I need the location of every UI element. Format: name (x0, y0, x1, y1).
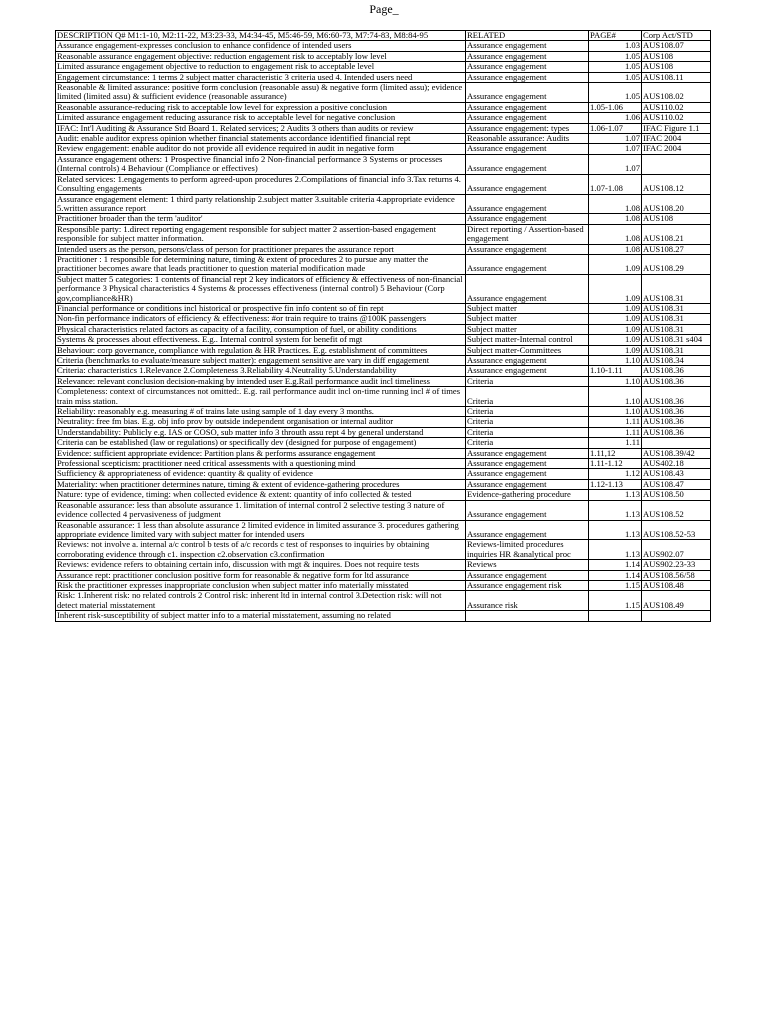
table-row (56, 62, 711, 72)
cell-page: 1.06-1.07 (589, 123, 642, 133)
table-row (56, 254, 711, 274)
table-row (56, 314, 711, 324)
cell-page: 1.11 (589, 427, 642, 437)
cell-standard: AUS108.20 (642, 194, 711, 214)
cell-related: Assurance engagement (466, 366, 589, 376)
table-row (56, 540, 711, 560)
table-body (56, 41, 711, 621)
cell-related: Evidence-gathering procedure (466, 490, 589, 500)
cell-description: Reliability: reasonably e.g. measuring # of trains late using sample of 1 day every 3 months. (56, 407, 466, 417)
cell-standard: AUS108.27 (642, 244, 711, 254)
table-row (56, 303, 711, 313)
table-row (56, 580, 711, 590)
table-row (56, 51, 711, 61)
cell-standard: IFAC 2004 (642, 134, 711, 144)
cell-standard: AUS108.36 (642, 417, 711, 427)
cell-standard: AUS108.36 (642, 366, 711, 376)
cell-page: 1.07 (589, 134, 642, 144)
table-row (56, 194, 711, 214)
table-row (56, 83, 711, 103)
cell-related: Assurance engagement (466, 113, 589, 123)
cell-related: Reviews-limited procedures inquiries HR &analytical proc (466, 540, 589, 560)
table-row (56, 134, 711, 144)
table-row (56, 224, 711, 244)
table-row (56, 174, 711, 194)
cell-description: Assurance engagement others: 1 Prospective financial info 2 Non-financial performance 3 Systems or processes (Internal controls) 4 Behaviour (Compliance or effectives) (56, 154, 466, 174)
cell-related: Assurance engagement (466, 274, 589, 303)
cell-description: Completeness: context of circumstances not omitted:. E.g. rail performance audit incl on-time running incl # of times train miss station. (56, 387, 466, 407)
cell-standard: AUS108.52 (642, 500, 711, 520)
cell-standard: AUS108 (642, 214, 711, 224)
cell-page: 1.07-1.08 (589, 174, 642, 194)
table-row (56, 611, 711, 621)
cell-page: 1.09 (589, 324, 642, 334)
cell-description: Assurance rept: practitioner conclusion positive form for reasonable & negative form for ltd assurance (56, 570, 466, 580)
cell-standard (642, 438, 711, 448)
table-row (56, 274, 711, 303)
table-row (56, 490, 711, 500)
table-row (56, 520, 711, 540)
cell-standard: AUS110.02 (642, 102, 711, 112)
cell-standard: AUS108.52-53 (642, 520, 711, 540)
cell-related: Subject matter (466, 324, 589, 334)
cell-description: Non-fin performance indicators of efficiency & effectiveness: #or train require to trains @100K passengers (56, 314, 466, 324)
table-row (56, 448, 711, 458)
cell-page: 1.10 (589, 356, 642, 366)
cell-related: Subject matter (466, 314, 589, 324)
cell-related: Criteria (466, 427, 589, 437)
cell-description: Reasonable assurance: 1 less than absolute assurance 2 limited evidence in limited assurance 3. procedures gathering appropriate evidence limited vary with subject matter for intended users (56, 520, 466, 540)
cell-related: Assurance engagement (466, 356, 589, 366)
table-row (56, 500, 711, 520)
cell-standard: AUS108.31 (642, 324, 711, 334)
cell-description: Inherent risk-susceptibility of subject matter info to a material misstatement, assuming no related (56, 611, 466, 621)
table-row (56, 123, 711, 133)
table-row (56, 469, 711, 479)
cell-page: 1.08 (589, 214, 642, 224)
cell-page: 1.09 (589, 303, 642, 313)
table-row (56, 244, 711, 254)
cell-page: 1.12 (589, 469, 642, 479)
cell-description: Subject matter 5 categories: 1 contents of financial rept 2 key indicators of efficiency & effectiveness of non-financial performance 3 Physical characteristics 4 Systems & processes effectiveness (internal control) 5 Behaviour (Corp gov,compliance&HR) (56, 274, 466, 303)
cell-description: Reviews: not involve a. internal a/c control b tests of a/c records c test of responses to inquiries by obtaining corroborating evidence through c1. inspection c2.observation c3.confirmation (56, 540, 466, 560)
cell-standard: AUS108.36 (642, 387, 711, 407)
cell-description: Risk the practitioner expresses inappropriate conclusion when subject matter info materially misstated (56, 580, 466, 590)
cell-standard: AUS108.31 (642, 314, 711, 324)
cell-description: Practitioner : 1 responsible for determining nature, timing & extent of procedures 2 to pursue any matter the practitioner becomes aware that leads practitioner to question material modification made (56, 254, 466, 274)
cell-standard: AUS108 (642, 51, 711, 61)
cell-description: Evidence: sufficient appropriate evidence: Partition plans & performs assurance engagement (56, 448, 466, 458)
cell-related: Assurance engagement (466, 469, 589, 479)
cell-description: Materiality: when practitioner determines nature, timing & extent of evidence-gathering procedures (56, 479, 466, 489)
cell-related: Assurance engagement (466, 83, 589, 103)
cell-standard: AUS108.34 (642, 356, 711, 366)
cell-description: Criteria (benchmarks to evaluate/measure subject matter): engagement sensitive are vary in diff engagement (56, 356, 466, 366)
cell-standard: AUS108.31 (642, 274, 711, 303)
cell-related: Assurance engagement (466, 102, 589, 112)
table-row (56, 102, 711, 112)
cell-page: 1.10 (589, 407, 642, 417)
cell-related: Assurance engagement (466, 570, 589, 580)
table-row (56, 376, 711, 386)
cell-related: Assurance engagement (466, 41, 589, 51)
cell-description: Physical characteristics related factors as capacity of a facility, consumption of fuel, or ability conditions (56, 324, 466, 334)
cell-standard: AUS110.02 (642, 113, 711, 123)
cell-page: 1.07 (589, 154, 642, 174)
cell-page: 1.10 (589, 387, 642, 407)
cell-page: 1.09 (589, 314, 642, 324)
cell-related (466, 611, 589, 621)
cell-page: 1.08 (589, 194, 642, 214)
cell-standard: AUS108.31 (642, 345, 711, 355)
cell-page: 1.09 (589, 345, 642, 355)
cell-standard: AUS108.11 (642, 72, 711, 82)
cell-standard: AUS902.07 (642, 540, 711, 560)
cell-page: 1.15 (589, 591, 642, 611)
cell-related: Reviews (466, 560, 589, 570)
table-row (56, 560, 711, 570)
cell-standard: AUS108.47 (642, 479, 711, 489)
table-row (56, 324, 711, 334)
cell-description: Responsible party: 1.direct reporting engagement responsible for subject matter 2 assertion-based engagement responsible for subject matter information. (56, 224, 466, 244)
cell-standard: AUS402.18 (642, 459, 711, 469)
table-row (56, 113, 711, 123)
cell-description: Practitioner broader than the term 'auditor' (56, 214, 466, 224)
cell-page: 1.05 (589, 72, 642, 82)
cell-description: Reasonable assurance-reducing risk to acceptable low level for expression a positive conclusion (56, 102, 466, 112)
cell-related: Criteria (466, 407, 589, 417)
cell-page: 1.13 (589, 520, 642, 540)
table-row (56, 214, 711, 224)
cell-related: Assurance engagement: types (466, 123, 589, 133)
table-row (56, 154, 711, 174)
cell-related: Assurance engagement (466, 144, 589, 154)
cell-page: 1.07 (589, 144, 642, 154)
cell-description: Systems & processes about effectiveness. E.g.. Internal control system for benefit of mgt (56, 335, 466, 345)
cell-standard: AUS108.21 (642, 224, 711, 244)
header-standard: Corp Act/STD (642, 31, 711, 41)
cell-related: Criteria (466, 417, 589, 427)
cell-related: Reasonable assurance: Audits (466, 134, 589, 144)
cell-standard: IFAC Figure 1.1 (642, 123, 711, 133)
cell-description: Relevance: relevant conclusion decision-making by intended user E.g.Rail performance audit incl timeliness (56, 376, 466, 386)
cell-related: Assurance engagement (466, 520, 589, 540)
cell-description: Intended users as the person, persons/class of person for practitioner prepares the assurance report (56, 244, 466, 254)
cell-description: Neutrality: free fm bias. E.g. obj info prov by outside independent organisation or internal auditor (56, 417, 466, 427)
cell-standard: AUS108.12 (642, 174, 711, 194)
cell-page: 1.11,12 (589, 448, 642, 458)
cell-page: 1.12-1.13 (589, 479, 642, 489)
table-row (56, 356, 711, 366)
cell-standard: AUS108.02 (642, 83, 711, 103)
cell-page: 1.13 (589, 540, 642, 560)
cell-page: 1.05 (589, 51, 642, 61)
cell-description: Reasonable assurance: less than absolute assurance 1. limitation of internal control 2 selective testing 3 nature of evidence collected 4 pervasiveness of judgment (56, 500, 466, 520)
cell-related: Assurance engagement risk (466, 580, 589, 590)
cell-related: Assurance engagement (466, 500, 589, 520)
cell-description: Engagement circumstance: 1 terms 2 subject matter characteristic 3 criteria used 4. Intended users need (56, 72, 466, 82)
table-row (56, 72, 711, 82)
header-related: RELATED (466, 31, 589, 41)
cell-page: 1.13 (589, 490, 642, 500)
cell-page (589, 611, 642, 621)
cell-standard: AUS108.39/42 (642, 448, 711, 458)
cell-standard: AUS108.48 (642, 580, 711, 590)
cell-description: Professional scepticism: practitioner need critical assessments with a questioning mind (56, 459, 466, 469)
cell-page: 1.09 (589, 335, 642, 345)
cell-description: Understandability: Publicly e.g. IAS or COSO, sub matter info 3 throuth assu rept 4 by general understand (56, 427, 466, 437)
cell-description: Risk: 1.Inherent risk: no related controls 2 Control risk: inherent ltd in internal control 3.Detection risk: will not detect material misstatement (56, 591, 466, 611)
cell-description: Limited assurance engagement reducing assurance risk to acceptable level for negative conclusion (56, 113, 466, 123)
cell-standard: IFAC 2004 (642, 144, 711, 154)
table-row (56, 591, 711, 611)
cell-related: Criteria (466, 438, 589, 448)
cell-related: Direct reporting / Assertion-based engagement (466, 224, 589, 244)
cell-related: Assurance engagement (466, 244, 589, 254)
cell-standard (642, 611, 711, 621)
table-row (56, 144, 711, 154)
cell-related: Subject matter-Internal control (466, 335, 589, 345)
cell-standard: AUS108.36 (642, 427, 711, 437)
cell-standard (642, 154, 711, 174)
cell-standard: AUS108.29 (642, 254, 711, 274)
cell-standard: AUS108.31 s404 (642, 335, 711, 345)
cell-description: Reasonable assurance engagement objective: reduction engagement risk to acceptably low level (56, 51, 466, 61)
cell-standard: AUS108.50 (642, 490, 711, 500)
cell-description: Financial performance or conditions incl historical or prospective fin info content so of fin rept (56, 303, 466, 313)
cell-related: Assurance engagement (466, 479, 589, 489)
table-header-row (56, 31, 711, 41)
cell-description: Nature: type of evidence, timing: when collected evidence & extent: quantity of info collected & tested (56, 490, 466, 500)
cell-related: Subject matter-Committees (466, 345, 589, 355)
cell-related: Assurance engagement (466, 194, 589, 214)
table-row (56, 438, 711, 448)
table-row (56, 479, 711, 489)
cell-description: Review engagement: enable auditor do not provide all evidence required in audit in negative form (56, 144, 466, 154)
cell-page: 1.05-1.06 (589, 102, 642, 112)
table-row (56, 407, 711, 417)
cell-description: IFAC: Int'l Auditing & Assurance Std Board 1. Related services; 2 Audits 3 others than audits or review (56, 123, 466, 133)
cell-page: 1.06 (589, 113, 642, 123)
cell-page: 1.09 (589, 254, 642, 274)
cell-page: 1.11-1.12 (589, 459, 642, 469)
header-description: DESCRIPTION Q# M1:1-10, M2:11-22, M3:23-33, M4:34-45, M5:46-59, M6:60-73, M7:74-83, M8:84-95 (56, 31, 466, 41)
cell-standard: AUS108.31 (642, 303, 711, 313)
cell-standard: AUS108.36 (642, 376, 711, 386)
table-row (56, 41, 711, 51)
table-row (56, 570, 711, 580)
cell-page: 1.14 (589, 560, 642, 570)
cell-page: 1.05 (589, 62, 642, 72)
cell-page: 1.03 (589, 41, 642, 51)
table-row (56, 417, 711, 427)
cell-page: 1.08 (589, 224, 642, 244)
cell-related: Subject matter (466, 303, 589, 313)
cell-page: 1.10-1.11 (589, 366, 642, 376)
cell-related: Assurance engagement (466, 174, 589, 194)
table-row (56, 427, 711, 437)
page-header: Page_ (369, 2, 399, 16)
reference-table-container (55, 30, 710, 622)
cell-description: Assurance engagement-expresses conclusion to enhance confidence of intended users (56, 41, 466, 51)
cell-related: Assurance engagement (466, 459, 589, 469)
cell-related: Criteria (466, 376, 589, 386)
cell-related: Assurance engagement (466, 154, 589, 174)
cell-page: 1.05 (589, 83, 642, 103)
header-page: PAGE# (589, 31, 642, 41)
cell-standard: AUS108.43 (642, 469, 711, 479)
cell-standard: AUS108.56/58 (642, 570, 711, 580)
cell-description: Reviews: evidence refers to obtaining certain info, discussion with mgt & inquires. Does not require tests (56, 560, 466, 570)
cell-related: Assurance engagement (466, 62, 589, 72)
cell-related: Criteria (466, 387, 589, 407)
cell-related: Assurance engagement (466, 72, 589, 82)
cell-related: Assurance risk (466, 591, 589, 611)
cell-page: 1.09 (589, 274, 642, 303)
cell-standard: AUS108.07 (642, 41, 711, 51)
table-row (56, 366, 711, 376)
cell-standard: AUS902.23-33 (642, 560, 711, 570)
cell-page: 1.13 (589, 500, 642, 520)
cell-page: 1.11 (589, 438, 642, 448)
cell-related: Assurance engagement (466, 448, 589, 458)
cell-description: Related services: 1.engagements to perform agreed-upon procedures 2.Compilations of financial info 3.Tax returns 4. Consulting engagements (56, 174, 466, 194)
cell-description: Reasonable & limited assurance: positive form conclusion (reasonable assu) & negative form (limited assu); evidence limited (limited assu) & sufficient evidence (reasonable assurance) (56, 83, 466, 103)
cell-standard: AUS108 (642, 62, 711, 72)
cell-description: Behaviour: corp governance, compliance with regulation & HR Practices. E.g. establishment of committees (56, 345, 466, 355)
cell-description: Limited assurance engagement objective to reduction to engagement risk to acceptable level (56, 62, 466, 72)
table-row (56, 387, 711, 407)
cell-standard: AUS108.49 (642, 591, 711, 611)
cell-description: Sufficiency & appropriateness of evidence: quantity & quality of evidence (56, 469, 466, 479)
cell-description: Criteria can be established (law or regulations) or specifically dev (designed for purpose of engagement) (56, 438, 466, 448)
cell-description: Assurance engagement element: 1 third party relationship 2.subject matter 3.suitable criteria 4.appropriate evidence 5.written assurance report (56, 194, 466, 214)
table-row (56, 459, 711, 469)
cell-related: Assurance engagement (466, 214, 589, 224)
cell-related: Assurance engagement (466, 254, 589, 274)
cell-description: Audit: enable auditor express opinion whether financial statements accordance identified financial rept (56, 134, 466, 144)
table-row (56, 345, 711, 355)
cell-related: Assurance engagement (466, 51, 589, 61)
cell-page: 1.11 (589, 417, 642, 427)
cell-page: 1.08 (589, 244, 642, 254)
cell-standard: AUS108.36 (642, 407, 711, 417)
cell-page: 1.14 (589, 570, 642, 580)
reference-table (55, 30, 711, 622)
table-row (56, 335, 711, 345)
cell-page: 1.10 (589, 376, 642, 386)
cell-description: Criteria: characteristics 1.Relevance 2.Completeness 3.Reliability 4.Neutrality 5.Understandability (56, 366, 466, 376)
cell-page: 1.15 (589, 580, 642, 590)
